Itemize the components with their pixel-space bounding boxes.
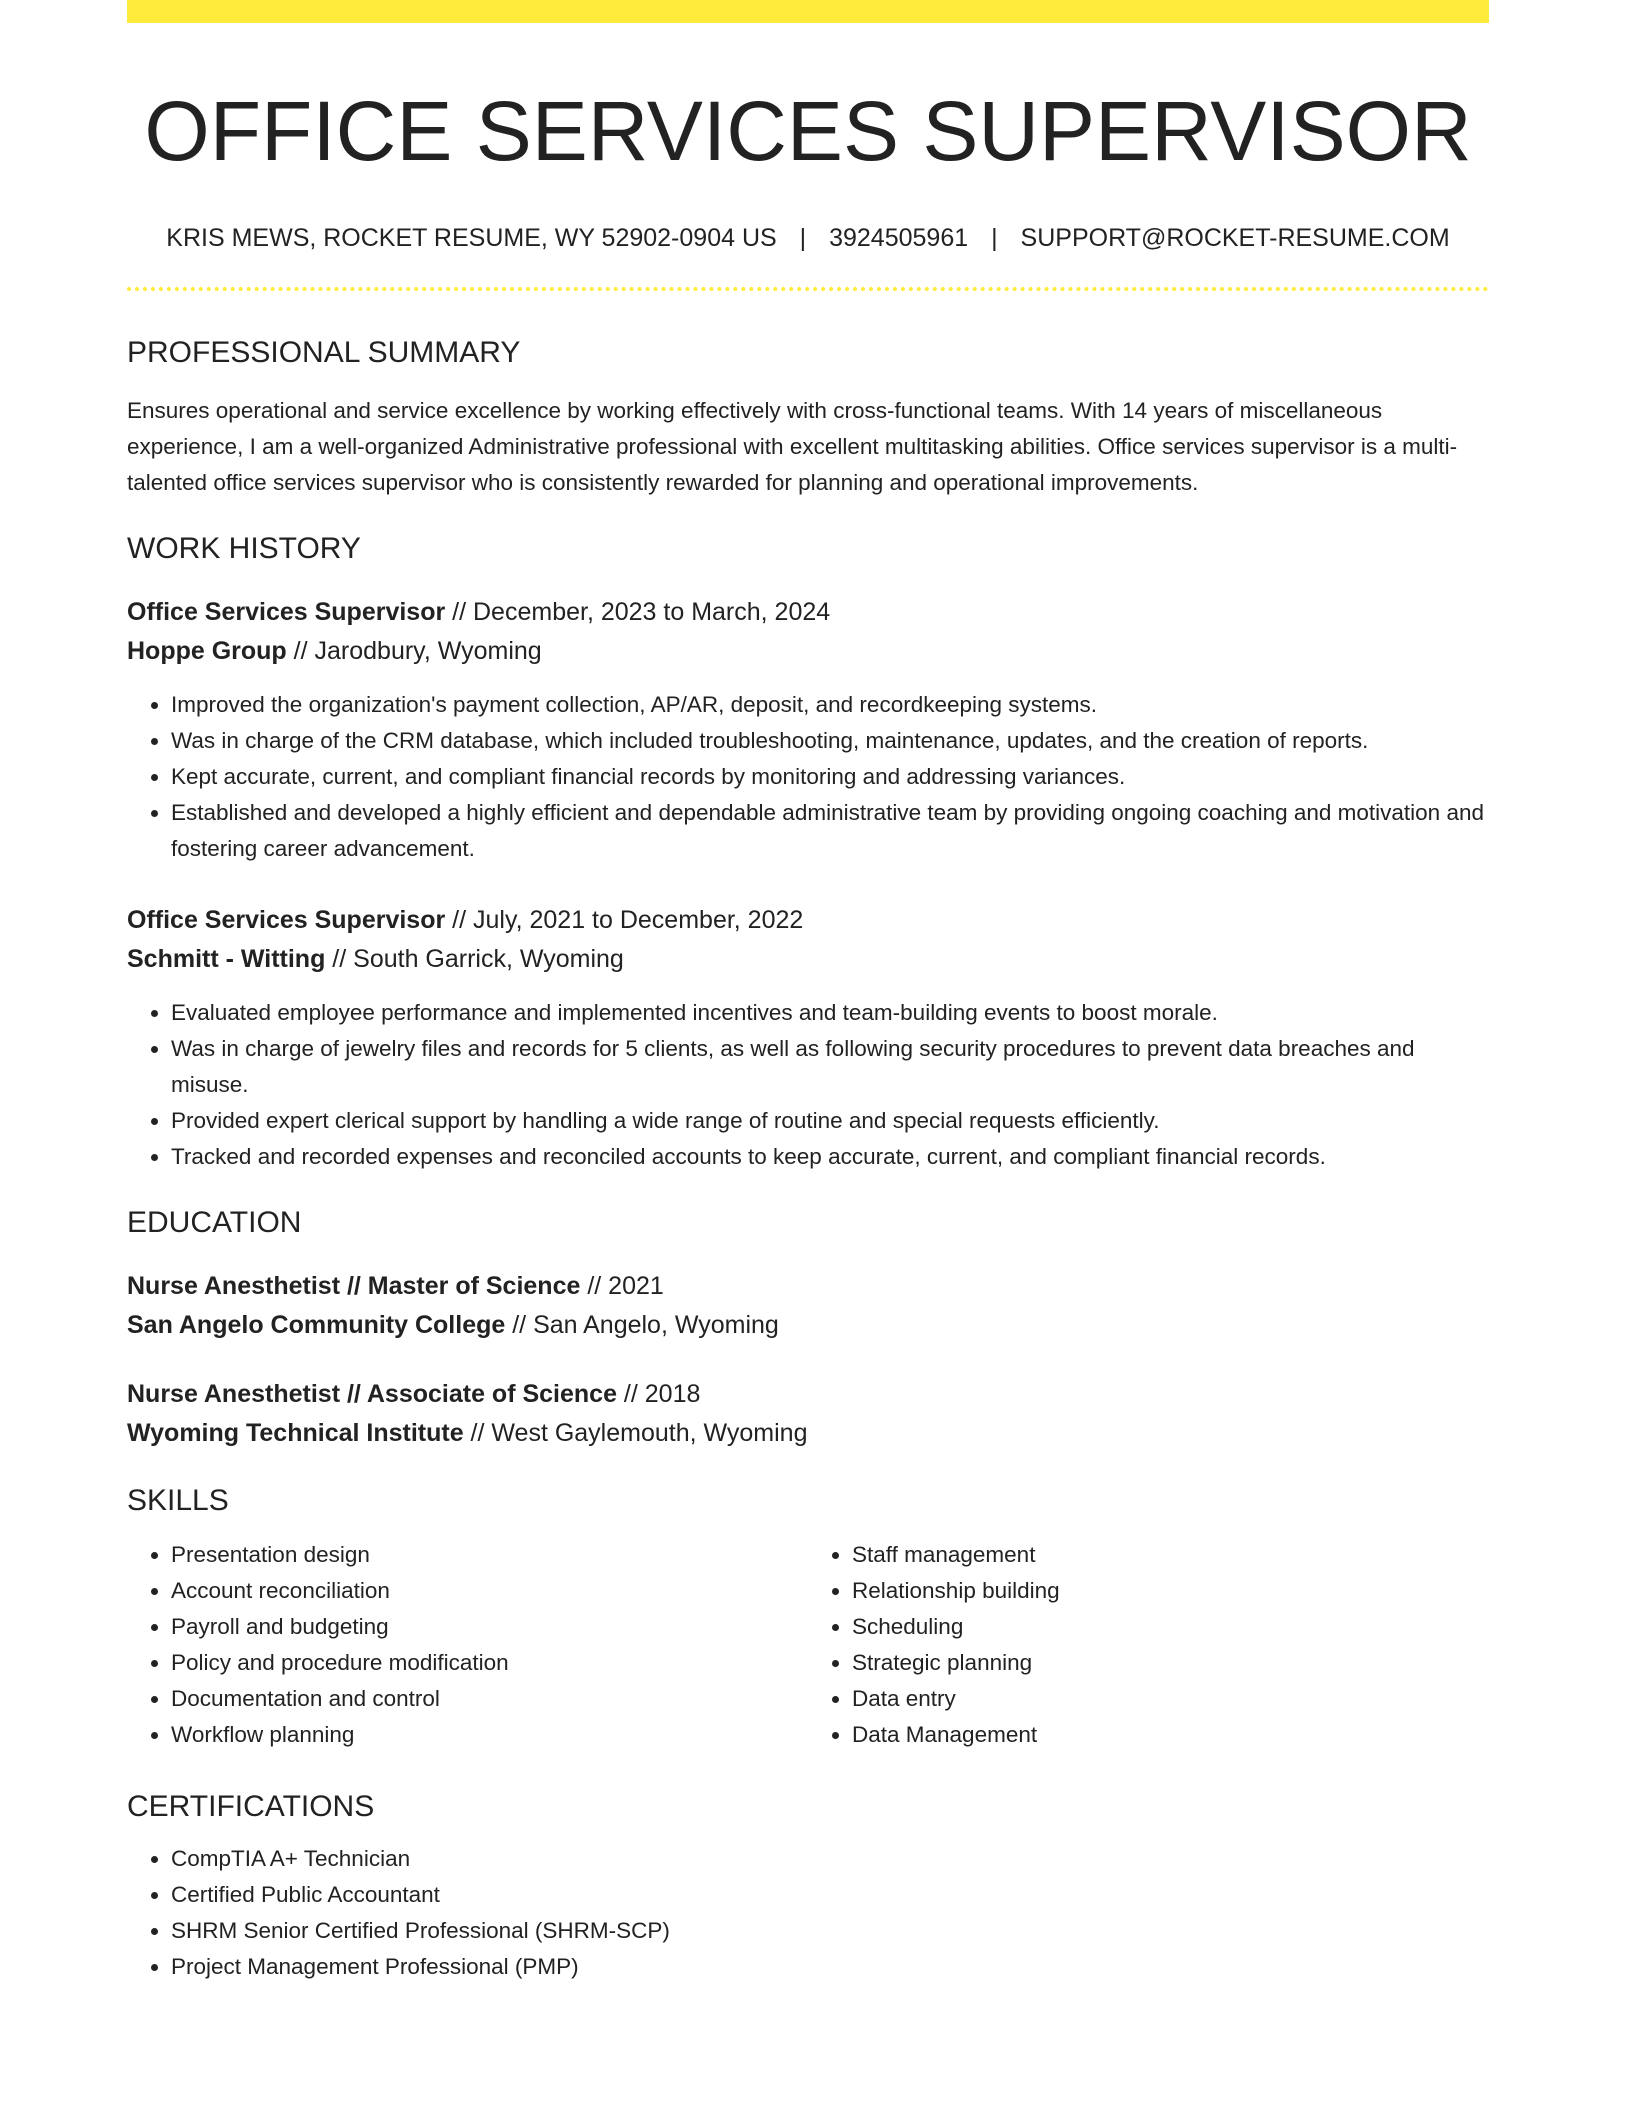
skill-item: • Presentation design	[171, 1537, 808, 1573]
section-heading-work-history: WORK HISTORY	[127, 531, 361, 565]
job-company: Schmitt - Witting	[127, 944, 326, 973]
contact-separator: |	[799, 223, 807, 252]
contact-email: SUPPORT@ROCKET-RESUME.COM	[1020, 223, 1450, 252]
education-location: // San Angelo, Wyoming	[505, 1310, 779, 1339]
skill-item: • Data entry	[852, 1681, 1489, 1717]
job-bullet: • Established and developed a highly efficient and dependable administrative team by providing ongoing coaching and motivation and fostering career advancement.	[171, 795, 1489, 867]
education-school-line	[127, 1414, 1489, 1453]
job-company-line	[127, 632, 1489, 671]
skills-list-left	[127, 1537, 808, 1753]
job-bullet: • Was in charge of jewelry files and records for 5 clients, as well as following security procedures to prevent data breaches and misuse.	[171, 1031, 1489, 1103]
section-heading-summary: PROFESSIONAL SUMMARY	[127, 335, 521, 369]
certifications-list	[127, 1841, 1489, 1985]
summary-text: Ensures operational and service excellence by working effectively with cross-functional teams. With 14 years of miscellaneous experience, I am a well-organized Administrative professional with excellent multitasking abilities. Office services supervisor is a multi-talented office services supervisor who is consistently rewarded for planning and operational improvements.	[127, 397, 1458, 495]
education-degree: Nurse Anesthetist // Associate of Science	[127, 1379, 617, 1408]
accent-top-bar	[127, 0, 1489, 23]
section-heading-education: EDUCATION	[127, 1205, 302, 1239]
certification-item: • SHRM Senior Certified Professional (SHRM-SCP)	[171, 1913, 1489, 1949]
education-school: San Angelo Community College	[127, 1310, 506, 1339]
dotted-divider	[127, 287, 1489, 291]
resume-title: OFFICE SERVICES SUPERVISOR	[144, 84, 1472, 178]
education-location: // West Gaylemouth, Wyoming	[463, 1418, 808, 1447]
section-heading-skills: SKILLS	[127, 1483, 229, 1517]
job-company: Hoppe Group	[127, 636, 287, 665]
education-entry	[127, 1375, 1489, 1453]
skill-item: • Policy and procedure modification	[171, 1645, 808, 1681]
education-school: Wyoming Technical Institute	[127, 1418, 464, 1447]
skill-item: • Scheduling	[852, 1609, 1489, 1645]
skill-item: • Workflow planning	[171, 1717, 808, 1753]
certification-item: • Certified Public Accountant	[171, 1877, 1489, 1913]
job-title: Office Services Supervisor	[127, 597, 446, 626]
education-entry	[127, 1267, 1489, 1345]
skill-item: • Strategic planning	[852, 1645, 1489, 1681]
contact-phone: 3924505961	[829, 223, 969, 252]
skills-columns	[127, 1537, 1489, 1753]
skill-item: • Staff management	[852, 1537, 1489, 1573]
education-year: // 2018	[616, 1379, 701, 1408]
job-location: // Jarodbury, Wyoming	[286, 636, 542, 665]
job-bullet: • Evaluated employee performance and implemented incentives and team-building events to boost morale.	[171, 995, 1489, 1031]
job-entry	[127, 901, 1489, 1175]
job-title-line	[127, 901, 1489, 940]
contact-address: KRIS MEWS, ROCKET RESUME, WY 52902-0904 US	[166, 223, 777, 252]
job-dates: // December, 2023 to March, 2024	[445, 597, 831, 626]
job-bullet: • Was in charge of the CRM database, which included troubleshooting, maintenance, updates, and the creation of reports.	[171, 723, 1489, 759]
job-company-line	[127, 940, 1489, 979]
job-bullets	[127, 687, 1489, 867]
job-bullet: • Provided expert clerical support by handling a wide range of routine and special requests efficiently.	[171, 1103, 1489, 1139]
education-degree-line	[127, 1375, 1489, 1414]
skill-item: • Payroll and budgeting	[171, 1609, 808, 1645]
job-entry	[127, 593, 1489, 867]
job-bullet: • Tracked and recorded expenses and reconciled accounts to keep accurate, current, and compliant financial records.	[171, 1139, 1489, 1175]
certification-item: • CompTIA A+ Technician	[171, 1841, 1489, 1877]
education-school-line	[127, 1306, 1489, 1345]
job-location: // South Garrick, Wyoming	[325, 944, 624, 973]
job-bullet: • Improved the organization's payment collection, AP/AR, deposit, and recordkeeping systems.	[171, 687, 1489, 723]
section-heading-certifications: CERTIFICATIONS	[127, 1789, 375, 1823]
contact-separator: |	[991, 223, 998, 252]
job-bullets	[127, 995, 1489, 1175]
contact-line	[127, 224, 1489, 253]
skill-item: • Data Management	[852, 1717, 1489, 1753]
skill-item: • Relationship building	[852, 1573, 1489, 1609]
education-degree-line	[127, 1267, 1489, 1306]
education-year: // 2021	[580, 1271, 664, 1300]
education-degree: Nurse Anesthetist // Master of Science	[127, 1271, 581, 1300]
certification-item: • Project Management Professional (PMP)	[171, 1949, 1489, 1985]
resume-page	[127, 0, 1489, 1985]
skill-item: • Account reconciliation	[171, 1573, 808, 1609]
job-title: Office Services Supervisor	[127, 905, 446, 934]
job-dates: // July, 2021 to December, 2022	[445, 905, 804, 934]
skill-item: • Documentation and control	[171, 1681, 808, 1717]
skills-list-right	[808, 1537, 1489, 1753]
job-bullet: • Kept accurate, current, and compliant financial records by monitoring and addressing variances.	[171, 759, 1489, 795]
job-title-line	[127, 593, 1489, 632]
